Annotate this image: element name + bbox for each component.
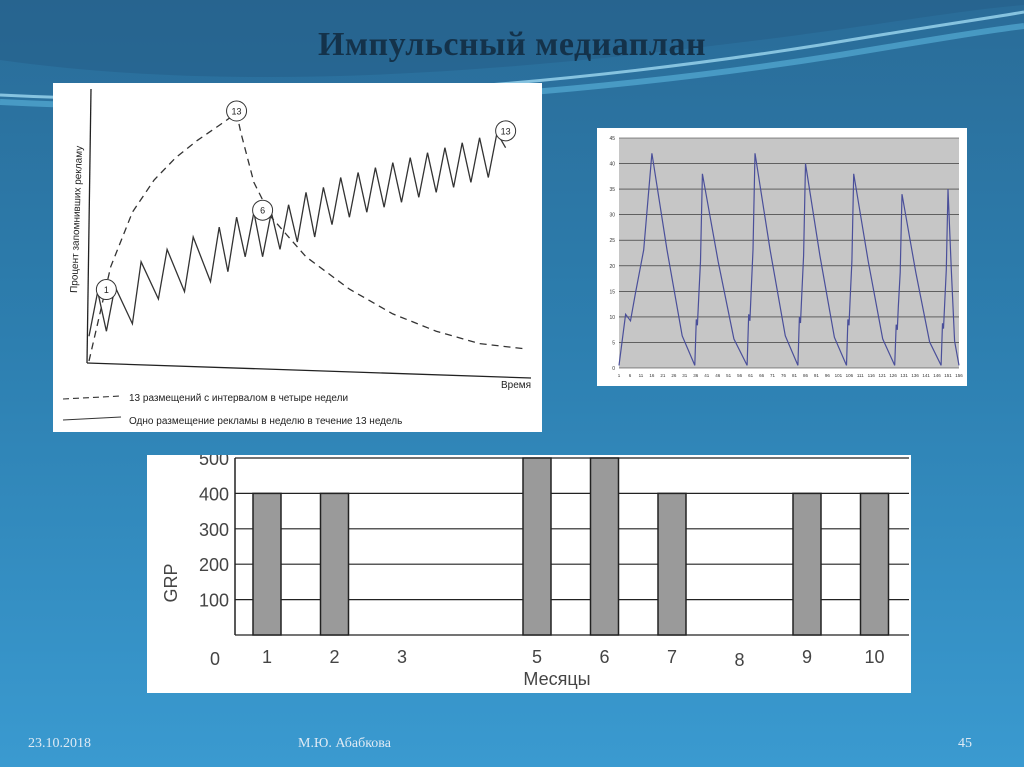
pulse-x-tick: 136	[911, 373, 919, 378]
legend-dashed-swatch	[63, 396, 121, 399]
pulse-x-tick: 36	[693, 373, 699, 378]
pulse-y-tick: 0	[612, 366, 615, 372]
pulse-x-tick: 66	[759, 373, 765, 378]
pulse-x-tick: 6	[628, 373, 632, 378]
grp-x-label: Месяцы	[523, 669, 591, 689]
recall-marker-label: 6	[260, 205, 266, 216]
grp-x-tick: 3	[396, 647, 408, 667]
pulse-x-tick: 96	[824, 373, 830, 378]
grp-y-tick: 300	[198, 519, 229, 540]
grp-bar	[591, 458, 619, 635]
footer-page-number: 45	[958, 736, 972, 751]
recall-marker-label: 1	[103, 285, 109, 296]
grp-y-tick: 100	[198, 590, 229, 611]
grp-zero-tick: 0	[209, 649, 221, 669]
pulse-x-tick: 56	[737, 373, 743, 378]
pulse-x-tick: 61	[748, 373, 754, 378]
recall-y-label: Процент запомнивших рекламу	[69, 145, 86, 294]
pulse-x-tick: 46	[715, 373, 721, 378]
pulse-y-tick: 5	[612, 340, 615, 347]
grp-y-tick: 500	[198, 455, 229, 469]
grp-x-tick: 7	[666, 647, 678, 667]
grp-x-tick: 1	[261, 647, 273, 667]
legend-dashed-label: 13 размещений с интервалом в четыре недели	[129, 393, 349, 404]
recall-series-line-1	[89, 133, 506, 336]
pulse-x-tick: 11	[638, 373, 644, 378]
recall-series-line-0	[89, 113, 523, 361]
pulse-x-tick: 131	[900, 373, 908, 378]
pulse-y-tick: 25	[609, 238, 615, 245]
recall-marker-label: 13	[231, 106, 242, 117]
recall-chart-panel	[53, 83, 542, 432]
pulse-x-tick: 121	[878, 373, 886, 378]
pulse-x-tick: 31	[682, 373, 688, 378]
grp-x-tick: 6	[599, 647, 610, 667]
grp-x-tick: 9	[801, 647, 813, 667]
grp-x-tick: 10	[864, 647, 885, 667]
recall-marker-label: 13	[500, 126, 511, 137]
pulse-x-tick: 101	[834, 373, 843, 378]
grp-x-tick: 5	[531, 647, 543, 667]
recall-chart	[53, 83, 542, 432]
grp-x-tick: 8	[734, 650, 745, 670]
pulse-x-tick: 91	[813, 373, 819, 378]
recall-x-label: Время	[501, 380, 532, 391]
pulse-x-tick: 141	[922, 373, 930, 378]
grp-bar	[658, 493, 686, 635]
legend-solid-swatch	[63, 417, 121, 420]
grp-y-tick: 200	[198, 555, 229, 576]
grp-bar-chart	[147, 455, 911, 693]
pulse-y-tick: 35	[609, 187, 615, 194]
pulse-x-tick: 76	[781, 373, 787, 378]
pulse-x-tick: 126	[889, 373, 897, 378]
grp-bar	[523, 458, 551, 635]
pulse-y-tick: 10	[609, 314, 615, 321]
grp-y-label: GRP	[161, 563, 181, 603]
pulse-y-tick: 20	[609, 263, 615, 270]
pulse-line-chart-panel	[597, 128, 967, 386]
legend-solid-label: Одно размещение рекламы в неделю в течение 13 недель	[129, 416, 403, 427]
footer-date: 23.10.2018	[28, 736, 91, 751]
pulse-x-tick: 51	[726, 373, 732, 378]
recall-x-axis	[87, 363, 531, 378]
slide-title: Импульсный медиаплан	[317, 26, 707, 63]
pulse-line-chart	[597, 128, 967, 386]
pulse-x-tick: 151	[944, 373, 952, 378]
grp-bar	[253, 493, 281, 635]
pulse-y-tick: 30	[609, 212, 615, 219]
pulse-x-tick: 1	[617, 373, 621, 378]
grp-bar-chart-panel	[147, 455, 911, 693]
pulse-y-tick: 45	[609, 136, 615, 142]
grp-bar	[321, 493, 349, 635]
pulse-plot-area	[619, 138, 959, 368]
pulse-x-tick: 71	[770, 373, 776, 378]
pulse-x-tick: 26	[671, 373, 677, 378]
pulse-y-tick: 40	[609, 161, 615, 168]
footer-author: М.Ю. Абабкова	[298, 736, 391, 751]
grp-bar	[793, 493, 821, 635]
grp-x-tick: 2	[329, 647, 340, 667]
pulse-x-tick: 156	[955, 373, 963, 378]
pulse-x-tick: 106	[845, 373, 854, 378]
pulse-x-tick: 81	[791, 373, 797, 378]
pulse-y-tick: 15	[609, 289, 615, 296]
pulse-x-tick: 21	[660, 373, 666, 378]
pulse-x-tick: 41	[704, 373, 710, 378]
pulse-x-tick: 111	[856, 373, 864, 378]
pulse-x-tick: 16	[649, 373, 655, 378]
pulse-x-tick: 86	[802, 373, 808, 378]
recall-y-axis	[87, 89, 91, 363]
grp-bar	[861, 493, 889, 635]
pulse-x-tick: 116	[867, 373, 875, 378]
grp-y-tick: 400	[198, 484, 229, 505]
pulse-x-tick: 146	[933, 373, 941, 378]
